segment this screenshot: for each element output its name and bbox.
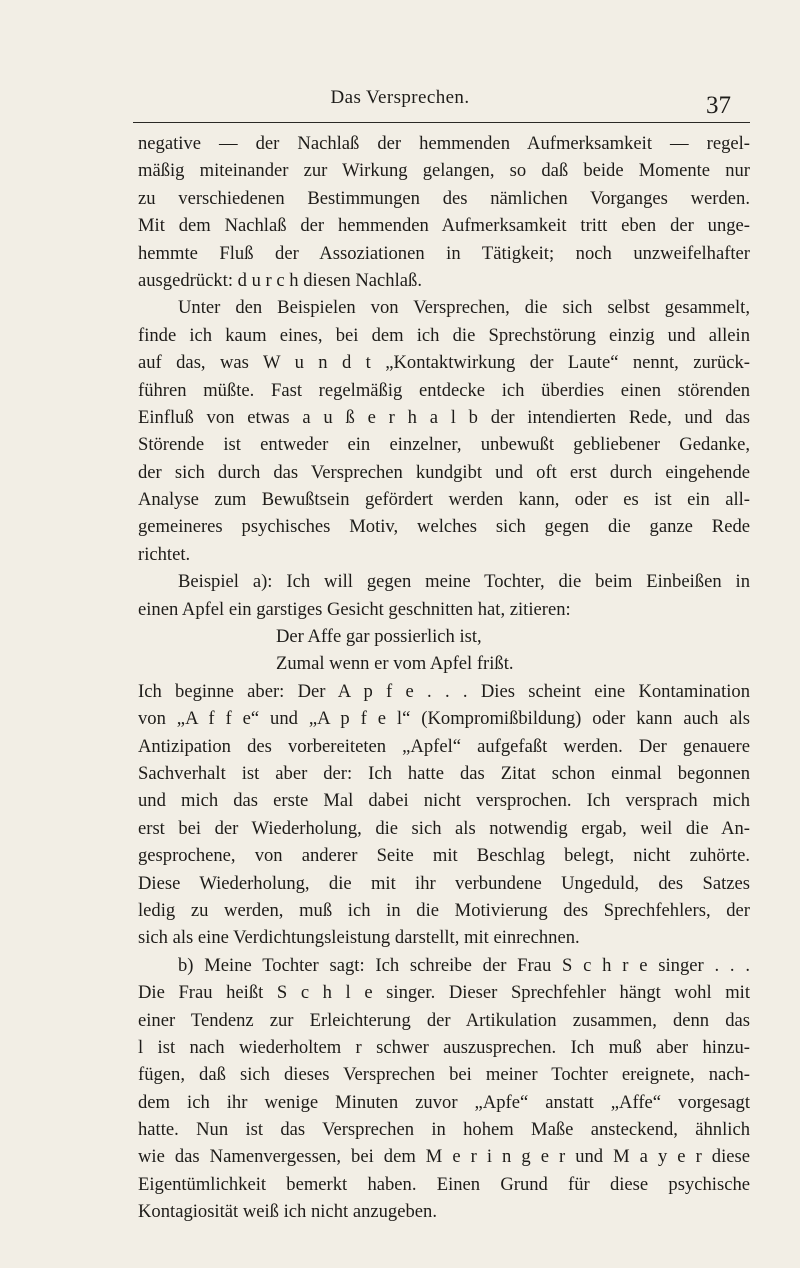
page-number: 37 — [706, 92, 731, 119]
text-line: Eigentümlichkeit bemerkt haben. Einen Grund für diese psychische — [138, 1173, 750, 1195]
text-line: richtet. — [138, 543, 191, 565]
verse-line: Der Affe gar possierlich ist, — [276, 626, 482, 648]
text-line: Mit dem Nachlaß der hemmenden Aufmerksamkeit tritt eben der unge- — [138, 215, 750, 237]
running-header-title: Das Versprechen. — [330, 87, 470, 108]
text-line: erst bei der Wiederholung, die sich als notwendig ergab, weil die An- — [138, 817, 750, 839]
text-line: dem ich ihr wenige Minuten zuvor „Apfe“ anstatt „Affe“ vorgesagt — [138, 1091, 750, 1113]
header-rule — [133, 122, 750, 123]
text-line: einen Apfel ein garstiges Gesicht geschnitten hat, zitieren: — [138, 598, 571, 620]
text-line: mäßig miteinander zur Wirkung gelangen, so daß beide Momente nur — [138, 160, 750, 182]
text-line: ausgedrückt: d u r c h diesen Nachlaß. — [138, 269, 422, 291]
text-line: finde ich kaum eines, bei dem ich die Sprechstörung einzig und allein — [138, 324, 750, 346]
text-line: gesprochene, von anderer Seite mit Beschlag belegt, nicht zuhörte. — [138, 845, 750, 867]
text-line: Störende ist entweder ein einzelner, unbewußt gebliebener Gedanke, — [138, 434, 750, 456]
verse-line: Zumal wenn er vom Apfel frißt. — [276, 653, 514, 675]
text-line: Analyse zum Bewußtsein gefördert werden kann, oder es ist ein all- — [138, 489, 750, 511]
text-line: zu verschiedenen Bestimmungen des nämlichen Vorganges werden. — [138, 187, 750, 209]
text-line: l ist nach wiederholtem r schwer auszusprechen. Ich muß aber hinzu- — [138, 1036, 750, 1058]
text-line: Einfluß von etwas a u ß e r h a l b der intendierten Rede, und das — [138, 406, 750, 428]
text-line: negative — der Nachlaß der hemmenden Aufmerksamkeit — regel- — [138, 133, 750, 154]
text-line: Antizipation des vorbereiteten „Apfel“ aufgefaßt werden. Der genauere — [138, 735, 750, 757]
text-line: Unter den Beispielen von Versprechen, die sich selbst gesammelt, — [178, 297, 750, 319]
text-line: sich als eine Verdichtungsleistung darstellt, mit einrechnen. — [138, 927, 580, 949]
text-line: Diese Wiederholung, die mit ihr verbundene Ungeduld, des Satzes — [138, 872, 750, 894]
text-line: auf das, was W u n d t „Kontaktwirkung der Laute“ nennt, zurück- — [138, 352, 750, 374]
text-line: führen müßte. Fast regelmäßig entdecke ich überdies einen störenden — [138, 379, 750, 401]
text-line: der sich durch das Versprechen kundgibt und oft erst durch eingehende — [138, 461, 750, 483]
text-line: gemeineres psychisches Motiv, welches sich gegen die ganze Rede — [138, 516, 750, 538]
text-line: fügen, daß sich dieses Versprechen bei meiner Tochter ereignete, nach- — [138, 1064, 750, 1086]
text-line: ledig zu werden, muß ich in die Motivierung des Sprechfehlers, der — [138, 899, 750, 921]
text-line: von „A f f e“ und „A p f e l“ (Kompromißbildung) oder kann auch als — [138, 708, 750, 730]
text-line: Ich beginne aber: Der A p f e . . . Dies scheint eine Kontamination — [138, 680, 750, 702]
text-line: hemmte Fluß der Assoziationen in Tätigkeit; noch unzweifelhafter — [138, 242, 750, 264]
body-text — [138, 130, 750, 1226]
text-line: einer Tendenz zur Erleichterung der Artikulation zusammen, denn das — [138, 1009, 750, 1031]
text-line: und mich das erste Mal dabei nicht versprochen. Ich versprach mich — [138, 790, 750, 812]
text-line: Kontagiosität weiß ich nicht anzugeben. — [138, 1201, 437, 1223]
text-line: Sachverhalt ist aber der: Ich hatte das Zitat schon einmal begonnen — [138, 762, 750, 784]
text-line: b) Meine Tochter sagt: Ich schreibe der Frau S c h r e singer . . . — [178, 954, 750, 976]
text-line: Beispiel a): Ich will gegen meine Tochter, die beim Einbeißen in — [178, 571, 750, 593]
text-line: hatte. Nun ist das Versprechen in hohem Maße ansteckend, ähnlich — [138, 1119, 750, 1141]
text-line: Die Frau heißt S c h l e singer. Dieser Sprechfehler hängt wohl mit — [138, 982, 750, 1004]
text-line: wie das Namenvergessen, bei dem M e r i n g e r und M a y e r diese — [138, 1146, 750, 1168]
